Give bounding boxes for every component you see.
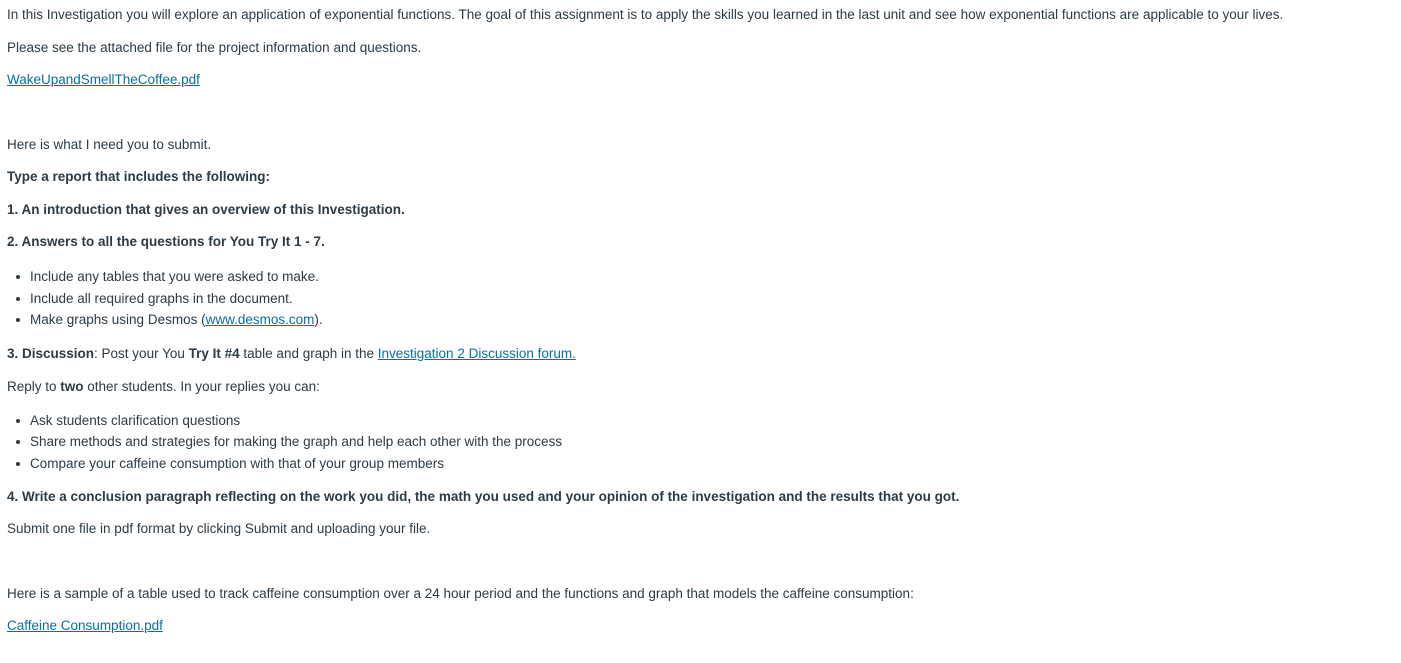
list-item: Share methods and strategies for making the graph and help each other with the process <box>30 431 1397 453</box>
list-item <box>30 309 1397 331</box>
requirement-4: 4. Write a conclusion paragraph reflecting on the work you did, the math you used and your opinion of the investigation and the results that you got. <box>7 489 960 504</box>
discussion-forum-link[interactable]: Investigation 2 Discussion forum. <box>377 345 576 361</box>
reply-text: Reply to <box>7 378 61 394</box>
desmos-link[interactable]: www.desmos.com <box>205 312 315 327</box>
list-item-text: ). <box>314 312 323 327</box>
list-item-text: Make graphs using Desmos ( <box>30 312 206 327</box>
list-item: Compare your caffeine consumption with that of your group members <box>30 453 1397 475</box>
reply-count: two <box>60 378 84 394</box>
requirement-1: 1. An introduction that gives an overview of this Investigation. <box>7 202 405 217</box>
see-attached-paragraph: Please see the attached file for the project information and questions. <box>7 40 422 55</box>
file-link-paragraph <box>7 71 1397 89</box>
intro-paragraph: In this Investigation you will explore an application of exponential functions. The goal of this assignment is to apply the skills you learned in the last unit and see how exponential functions are applicable to your lives. <box>7 7 1284 22</box>
requirement-3-text: table and graph in the <box>239 345 378 361</box>
list-item: Include any tables that you were asked to make. <box>30 266 1397 288</box>
file-link-paragraph <box>7 617 1397 635</box>
reply-list <box>7 410 1397 475</box>
discussion-label: 3. Discussion <box>7 345 95 361</box>
submit-intro-paragraph: Here is what I need you to submit. <box>7 137 212 152</box>
requirement-2: 2. Answers to all the questions for You Try It 1 - 7. <box>7 234 325 249</box>
try-it-4-label: Try It #4 <box>188 345 240 361</box>
reply-text: other students. In your replies you can: <box>83 378 320 394</box>
reply-paragraph <box>7 378 1397 396</box>
caffeine-consumption-pdf-link[interactable]: Caffeine Consumption.pdf <box>7 618 163 633</box>
requirement-3 <box>7 345 1397 363</box>
sample-paragraph: Here is a sample of a table used to track caffeine consumption over a 24 hour period and the functions and graph that models the caffeine consumption: <box>7 586 914 601</box>
list-item: Include all required graphs in the document. <box>30 288 1397 310</box>
list-item: Ask students clarification questions <box>30 410 1397 432</box>
submit-instructions: Submit one file in pdf format by clicking Submit and uploading your file. <box>7 521 431 536</box>
wake-up-pdf-link[interactable]: WakeUpandSmellTheCoffee.pdf <box>7 72 200 87</box>
requirement-2-list <box>7 266 1397 331</box>
report-heading: Type a report that includes the following: <box>7 169 271 184</box>
requirement-3-text: : Post your You <box>94 345 189 361</box>
